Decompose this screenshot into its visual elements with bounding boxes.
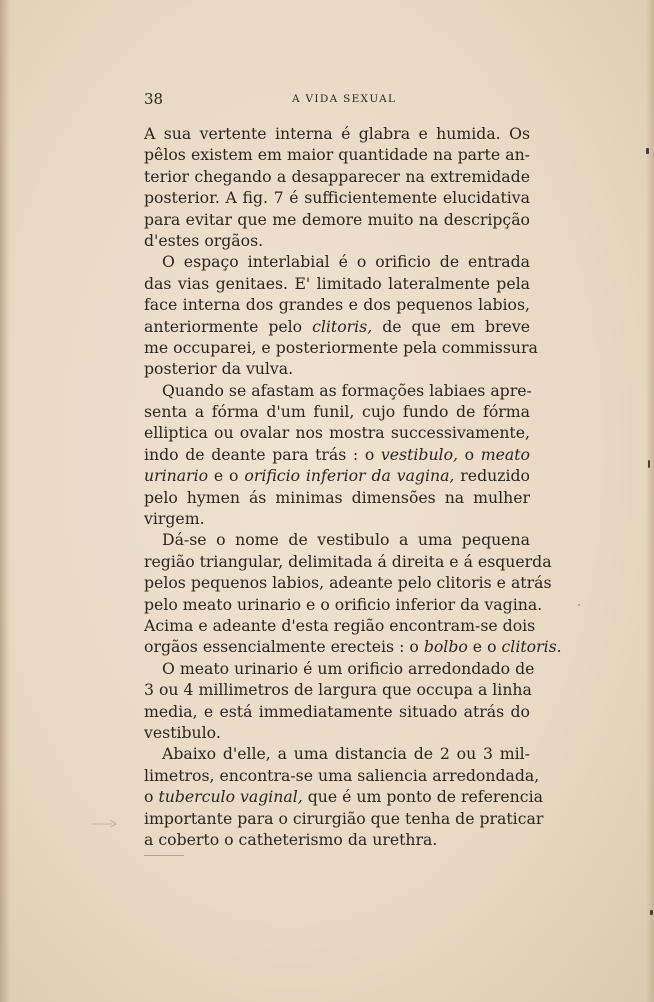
text-run: região triangular, delimitada á direita e á esquerda: [144, 551, 552, 571]
italic-term: tuberculo vaginal,: [158, 787, 303, 807]
text-run: Quando se afastam as formações labiaes apre-: [162, 380, 532, 400]
text-line: [144, 808, 544, 829]
text-line: [144, 786, 543, 807]
text-line: [144, 551, 552, 572]
text-line: [144, 743, 530, 764]
text-line: [144, 465, 530, 486]
text-run: orgãos essencialmente erecteis : o: [144, 637, 424, 657]
body-text: [144, 123, 562, 850]
text-line: [144, 401, 530, 422]
text-line: [144, 358, 530, 379]
paper-speck: [646, 148, 649, 154]
text-line: [144, 337, 538, 358]
page-left-edge-shadow: [0, 0, 10, 1002]
text-line: [144, 273, 530, 294]
text-run: O meato urinario é um orificio arredondado de: [162, 658, 535, 678]
italic-term: bolbo: [423, 637, 468, 657]
text-run: pêlos existem em maior quantidade na parte an-: [144, 145, 530, 165]
text-line: [144, 123, 530, 144]
text-line: [144, 615, 536, 636]
text-run: para evitar que me demore muito na descripção: [144, 209, 530, 229]
text-line: [144, 316, 530, 337]
text-run: me occuparei, e posteriormente pela commissura: [144, 337, 538, 357]
text-run: Dá-se o nome de vestibulo a uma pequena: [162, 530, 530, 550]
text-line: [144, 829, 530, 850]
text-line: [144, 251, 530, 272]
text-run: o: [458, 444, 481, 464]
page-header: [144, 90, 530, 114]
text-run: importante para o cirurgião que tenha de praticar: [144, 808, 544, 828]
italic-term: meato: [480, 444, 530, 464]
text-run: pelos pequenos labios, adeante pelo clitoris e atrás: [144, 573, 552, 593]
text-run: vestibulo.: [144, 722, 221, 742]
italic-term: orificio inferior da vagina,: [244, 466, 455, 486]
text-line: [144, 422, 530, 443]
text-line: [144, 380, 530, 401]
text-line: [144, 144, 530, 165]
italic-term: urinario: [144, 466, 209, 486]
text-run: limetros, encontra-se uma saliencia arredondada,: [144, 765, 540, 785]
text-line: [144, 679, 530, 700]
text-line: [144, 722, 530, 743]
text-run: e o: [467, 637, 502, 657]
text-line: [144, 765, 540, 786]
text-run: A sua vertente interna é glabra e humida. Os: [144, 124, 530, 143]
text-line: [144, 166, 530, 187]
text-run: indo de deante para trás : o: [144, 444, 381, 464]
text-line: [144, 529, 530, 550]
running-title: A VIDA SEXUAL: [292, 93, 397, 105]
pencil-underline-mark: [144, 853, 184, 856]
page-number: 38: [144, 90, 164, 108]
text-line: [144, 636, 562, 657]
italic-term: vestibulo,: [380, 444, 459, 464]
text-line: [144, 444, 530, 465]
text-line: [144, 230, 530, 251]
text-run: virgem.: [144, 509, 205, 529]
text-run: face interna dos grandes e dos pequenos labios,: [144, 295, 530, 315]
text-run: de que em breve: [372, 316, 530, 336]
italic-term: clitoris.: [501, 637, 562, 657]
text-line: [144, 594, 543, 615]
text-run: Abaixo d'elle, a uma distancia de 2 ou 3 mil-: [162, 744, 530, 764]
text-run: pelo meato urinario e o orificio inferior da vagina.: [144, 594, 543, 614]
text-run: senta a fórma d'um funil, cujo fundo de fórma: [144, 402, 530, 422]
paper-speck: [650, 910, 653, 915]
text-run: posterior da vulva.: [144, 359, 294, 379]
text-line: [144, 701, 530, 722]
italic-term: clitoris,: [312, 316, 373, 336]
text-run: d'estes orgãos.: [144, 230, 264, 250]
text-line: [144, 187, 530, 208]
text-run: e o: [208, 466, 245, 486]
text-run: posterior. A fig. 7 é sufficientemente elucidativa: [144, 188, 530, 208]
text-run: anteriormente pelo: [144, 316, 313, 336]
text-run: das vias genitaes. E' limitado lateralmente pela: [144, 273, 530, 293]
text-run: Acima e adeante d'esta região encontram-se dois: [144, 615, 536, 635]
text-line: [144, 572, 552, 593]
text-run: terior chegando a desapparecer na extremidade: [144, 166, 530, 186]
text-run: media, e está immediatamente situado atrás do: [144, 701, 530, 721]
text-line: [144, 209, 530, 230]
text-run: O espaço interlabial é o orificio de entrada: [162, 252, 530, 272]
text-line: [144, 487, 530, 508]
text-run: reduzido: [454, 466, 530, 486]
text-line: [144, 294, 530, 315]
text-line: [144, 658, 535, 679]
text-line: [144, 508, 530, 529]
text-run: pelo hymen ás minimas dimensões na mulher: [144, 487, 530, 507]
text-run: 3 ou 4 millimetros de largura que occupa a linha: [144, 680, 532, 700]
paper-speck: [648, 460, 650, 468]
paper-speck: [578, 604, 580, 606]
text-run: que é um ponto de referencia: [302, 787, 543, 807]
text-run: o: [144, 787, 159, 807]
margin-pencil-mark: [92, 818, 120, 828]
text-run: elliptica ou ovalar nos mostra successivamente,: [144, 423, 530, 443]
text-run: a coberto o catheterismo da urethra.: [144, 829, 438, 849]
